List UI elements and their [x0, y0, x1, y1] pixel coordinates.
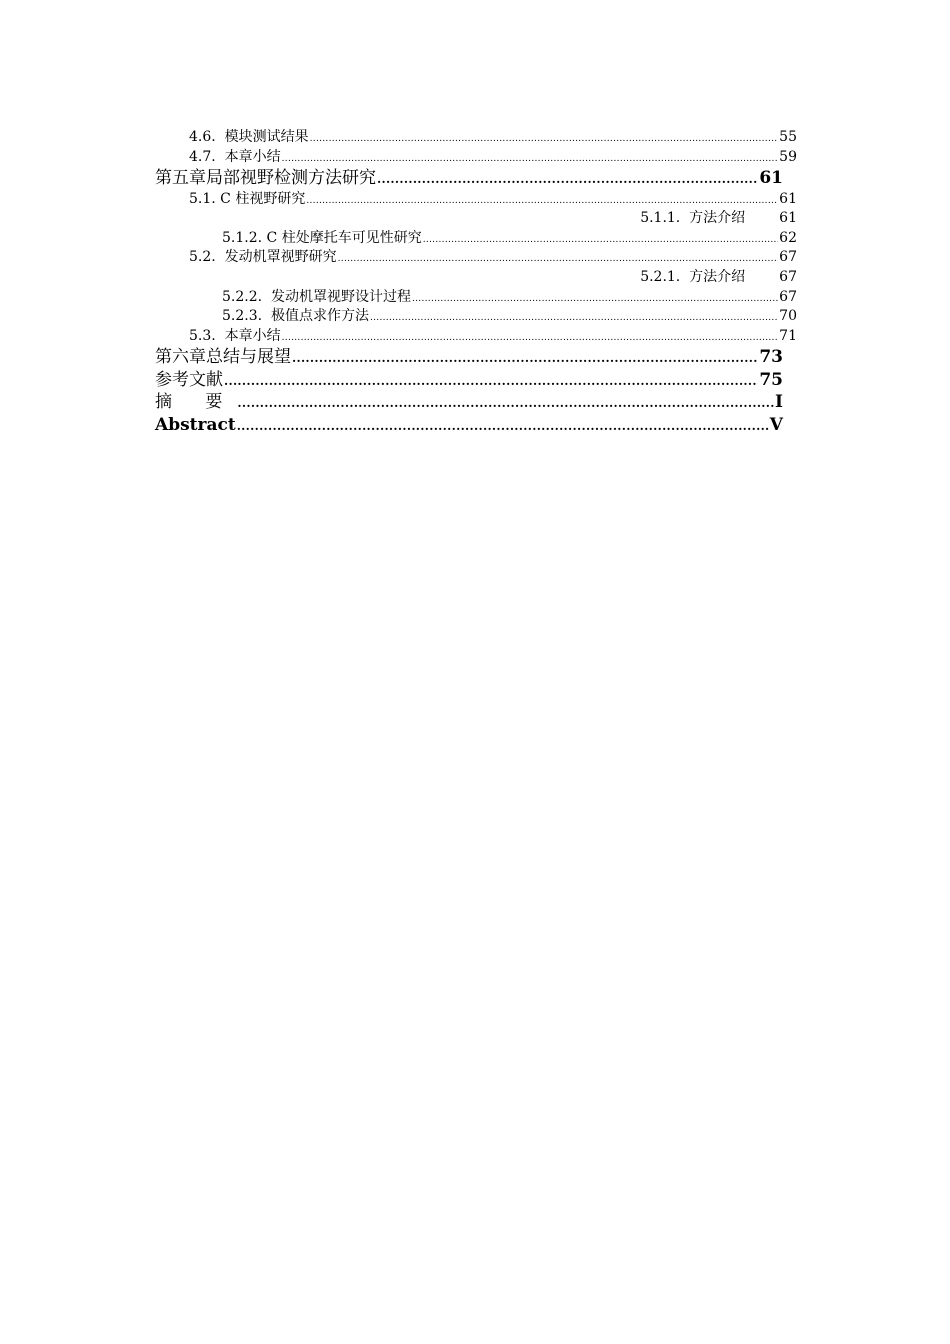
toc-entry-page: 75 — [759, 369, 783, 390]
toc-entry-title: C 柱处摩托车可见性研究 — [266, 229, 422, 246]
dot-leader — [310, 130, 779, 150]
dot-leader — [377, 168, 758, 191]
toc-entry-title: C 柱视野研究 — [220, 190, 306, 207]
dot-leader — [237, 415, 769, 438]
dot-leader — [292, 347, 758, 370]
toc-entry-title: 摘 要 — [155, 392, 237, 413]
toc-entry-number: 5.2. — [189, 249, 216, 266]
toc-entry-number: 5.3. — [189, 327, 216, 344]
toc-entry-page: 67 — [779, 288, 797, 305]
toc-entry-page: V — [769, 414, 783, 435]
dot-leader — [224, 370, 758, 393]
toc-entry[interactable] — [155, 327, 797, 347]
toc-entry-number: 4.7. — [189, 148, 216, 165]
toc-entry[interactable] — [155, 307, 797, 327]
table-of-contents — [155, 128, 797, 436]
toc-entry-title: 本章小结 — [224, 327, 281, 344]
toc-entry-title: 第六章总结与展望 — [155, 347, 291, 368]
toc-chapter-entry[interactable] — [155, 167, 783, 190]
dot-leader — [282, 329, 779, 349]
toc-chapter-entry[interactable] — [155, 391, 783, 414]
toc-entry-page: 71 — [779, 327, 797, 344]
toc-entry-number: 5.1.1. — [640, 210, 681, 227]
toc-entry[interactable] — [155, 128, 797, 148]
toc-entry-title: 第五章局部视野检测方法研究 — [155, 168, 376, 189]
toc-entry-title: 参考文献 — [155, 369, 223, 390]
toc-chapter-entry[interactable] — [155, 346, 783, 369]
toc-entry[interactable] — [155, 148, 797, 168]
toc-entry-number: 5.2.1. — [640, 269, 681, 286]
toc-entry-page: 73 — [759, 347, 783, 368]
toc-entry-title: 极值点求作方法 — [270, 308, 369, 325]
dot-leader — [412, 290, 778, 310]
toc-entry-page: I — [775, 392, 783, 413]
toc-entry-title: 模块测试结果 — [224, 129, 309, 145]
toc-entry-page: 62 — [779, 229, 797, 246]
dot-leader — [237, 392, 774, 415]
toc-entry[interactable] — [155, 268, 797, 288]
toc-entry-title: 方法介绍 — [689, 210, 746, 227]
toc-chapter-entry[interactable] — [155, 369, 783, 392]
toc-entry-number: 5.1. — [189, 190, 216, 207]
toc-entry-page: 61 — [779, 190, 797, 207]
toc-entry[interactable] — [155, 229, 797, 249]
toc-entry-page: 55 — [779, 129, 797, 145]
toc-entry-page: 61 — [779, 210, 797, 227]
toc-entry-number: 5.1.2. — [222, 229, 263, 246]
toc-entry[interactable] — [155, 248, 797, 268]
toc-entry-number: 5.2.2. — [222, 288, 263, 305]
toc-entry[interactable] — [155, 288, 797, 308]
toc-entry[interactable] — [155, 190, 797, 210]
toc-entry-page: 61 — [759, 168, 783, 189]
dot-leader — [423, 231, 778, 251]
toc-entry-number: 5.2.3. — [222, 308, 263, 325]
toc-entry-number: 4.6. — [189, 129, 216, 145]
toc-entry-title: 发动机罩视野设计过程 — [270, 288, 411, 305]
toc-entry-title: 方法介绍 — [689, 269, 746, 286]
toc-entry-page: 67 — [779, 249, 797, 266]
toc-entry-page: 67 — [779, 269, 797, 286]
toc-entry[interactable] — [155, 209, 797, 229]
toc-entry-title: 发动机罩视野研究 — [224, 249, 337, 266]
toc-entry-page: 59 — [779, 148, 797, 165]
toc-entry-title: Abstract — [155, 414, 236, 435]
toc-entry-title: 本章小结 — [224, 148, 281, 165]
toc-entry-page: 70 — [779, 308, 797, 325]
dot-leader — [370, 309, 778, 329]
toc-chapter-entry[interactable] — [155, 414, 783, 437]
